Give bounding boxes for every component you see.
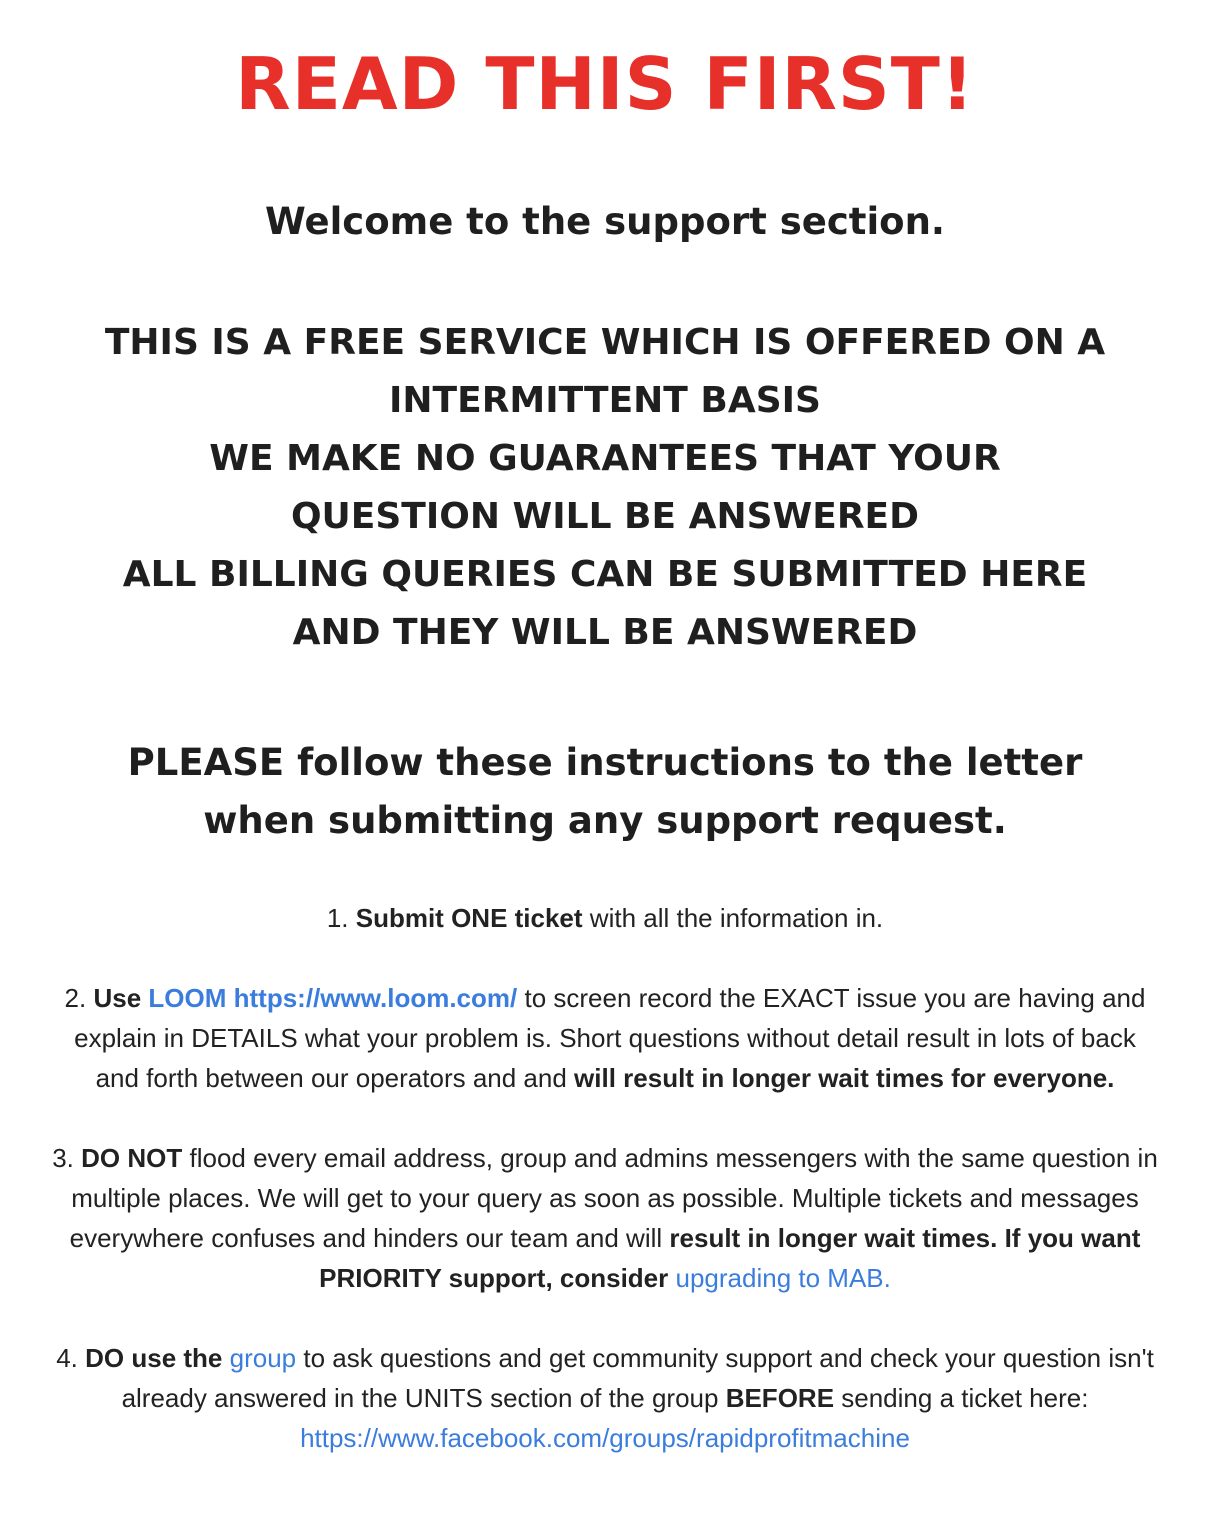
notice-line: THIS IS A FREE SERVICE WHICH IS OFFERED ON A [104,322,1106,363]
loom-link[interactable]: LOOM [148,983,227,1013]
instruction-step-4 [43,1338,1168,1458]
notice-line: WE MAKE NO GUARANTEES THAT YOUR [209,438,1001,479]
step-number: 3. [52,1143,74,1173]
step-bold-text: will result in longer wait times for everyone. [574,1063,1115,1093]
instructions-heading [85,734,1125,850]
instructions-heading-line: when submitting any support request. [203,799,1007,842]
upgrade-mab-link[interactable]: upgrading to MAB. [675,1263,891,1293]
loom-url-link[interactable]: https://www.loom.com/ [233,983,518,1013]
step-number: 4. [56,1343,78,1373]
step-bold-text: Submit ONE ticket [355,903,583,933]
step-text: to screen record the EXACT issue you are having and explain in DETAILS what your problem is. Short questions without detail result in lots of back and forth between our operators and and [74,983,1146,1093]
instructions-list [40,898,1170,1458]
step-bold-text: DO use the [85,1343,223,1373]
notice-line: QUESTION WILL BE ANSWERED [290,496,920,537]
instruction-step-2 [60,978,1150,1098]
welcome-heading: Welcome to the support section. [265,200,945,243]
facebook-group-link[interactable]: https://www.facebook.com/groups/rapidprofitmachine [300,1423,910,1453]
notice-line: AND THEY WILL BE ANSWERED [292,612,918,653]
service-notice [40,314,1170,662]
instruction-step-3 [50,1138,1160,1298]
step-number: 2. [64,983,87,1013]
step-text: flood every email address, group and admins messengers with the same question in multiple places. We will get to your query as soon as possible. Multiple tickets and messages everywhere confuses and hinders our team and will [69,1143,1158,1253]
step-bold-text: BEFORE [725,1383,835,1413]
step-bold-text: Use [93,983,142,1013]
step-bold-text: DO NOT [81,1143,183,1173]
group-link[interactable]: group [229,1343,297,1373]
instruction-step-1 [40,898,1170,938]
step-text: to ask questions and get community support and check your question isn't already answered in the UNITS section of the group [121,1343,1154,1413]
step-text: with all the information in. [589,903,884,933]
step-number: 1. [326,903,349,933]
instructions-heading-line: PLEASE follow these instructions to the letter [127,741,1083,784]
notice-line: ALL BILLING QUERIES CAN BE SUBMITTED HERE [122,554,1088,595]
step-text: sending a ticket here: [841,1383,1089,1413]
step-bold-text: result in longer wait times. If you want PRIORITY support, consider [319,1223,1141,1293]
page-title: READ THIS FIRST! [235,42,975,126]
notice-line: INTERMITTENT BASIS [389,380,821,421]
